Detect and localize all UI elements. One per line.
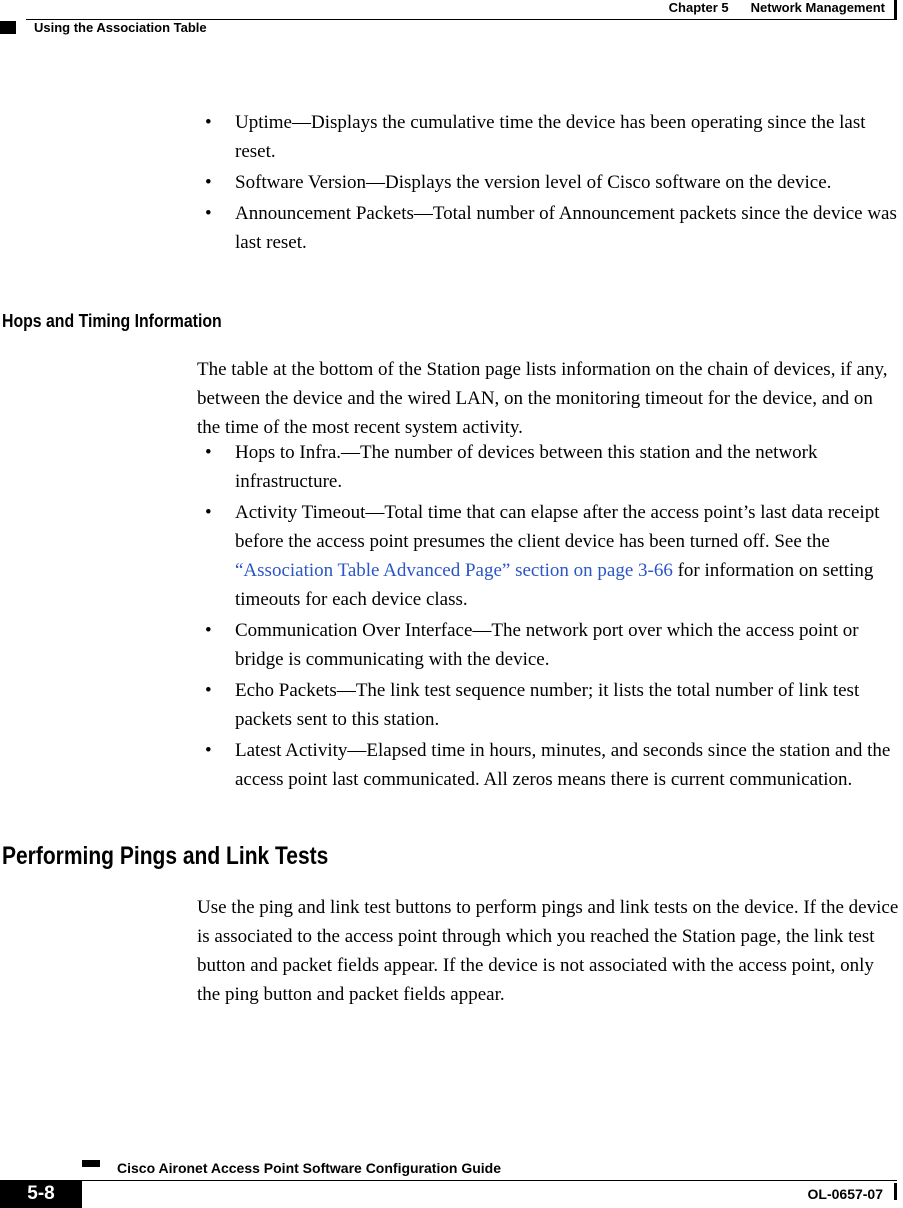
bullet-glyph: • [205,203,212,224]
section-heading-pings-link-tests: Performing Pings and Link Tests [2,842,329,870]
section-heading-hops-timing: Hops and Timing Information [2,311,222,331]
list-item: • Echo Packets—The link test sequence number; it lists the total number of link test packets sent to this station. [205,676,898,734]
page-number: 5-8 [0,1180,82,1208]
footer-rule [82,1180,897,1181]
document-id: OL-0657-07 [807,1186,883,1202]
header-block-marker [0,21,16,34]
chapter-label: Chapter 5 [668,0,729,15]
list-item: • Software Version—Displays the version level of Cisco software on the device. [205,168,898,197]
footer-right-bar [894,1183,897,1200]
header-right-bar [894,0,897,20]
chapter-title: Network Management [750,0,885,15]
pings-body-paragraph: Use the ping and link test buttons to perform pings and link tests on the device. If the device is associated to the access point through which you reached the Station page, the link test button and packet fields appear. If the device is not associated with the access point, only the ping button and packet fields appear. [197,897,899,1005]
top-bullet-list [205,108,898,259]
bullet-glyph: • [205,442,212,463]
bullet-glyph: • [205,502,212,523]
list-item: • Uptime—Displays the cumulative time the device has been operating since the last reset. [205,108,898,166]
list-item: • Activity Timeout—Total time that can elapse after the access point’s last data receipt before the access point presumes the client device has been turned off. See the “Association Table Advanced Page” section on page 3-66 for information on setting timeouts for each device class. [205,498,898,614]
footer-guide-title: Cisco Aironet Access Point Software Configuration Guide [117,1160,502,1176]
list-item: • Hops to Infra.—The number of devices between this station and the network infrastructure. [205,438,898,496]
hops-intro-paragraph: The table at the bottom of the Station page lists information on the chain of devices, if any, between the device and the wired LAN, on the monitoring timeout for the device, and on the time of the most recent system activity. [197,359,888,438]
running-header-section: Using the Association Table [34,20,207,35]
bullet-glyph: • [205,740,212,761]
bullet-glyph: • [205,172,212,193]
bullet-glyph: • [205,620,212,641]
list-item: • Announcement Packets—Total number of Announcement packets since the device was last reset. [205,199,898,257]
footer-tick-mark [82,1160,100,1167]
list-item: • Latest Activity—Elapsed time in hours, minutes, and seconds since the station and the access point last communicated. All zeros means there is current communication. [205,736,898,794]
bullet-glyph: • [205,112,212,133]
running-header-chapter [669,0,885,15]
association-table-advanced-link[interactable]: “Association Table Advanced Page” section on page 3-66 [235,560,673,581]
bullet-glyph: • [205,680,212,701]
list-item: • Communication Over Interface—The network port over which the access point or bridge is communicating with the device. [205,616,898,674]
hops-bullet-list [205,438,898,796]
